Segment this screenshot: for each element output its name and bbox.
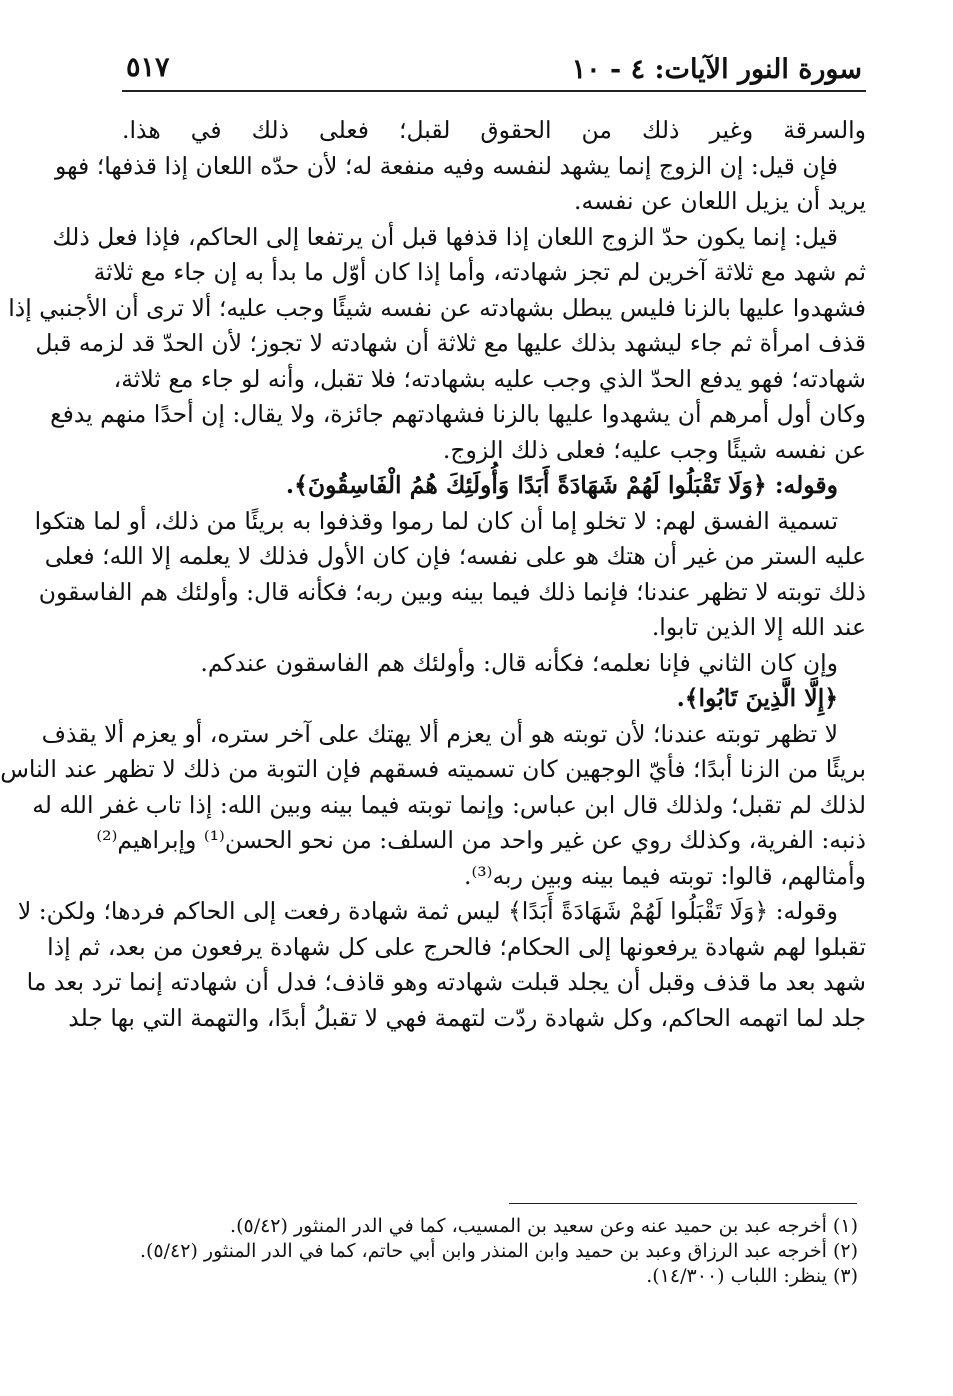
- page-number: ٥١٧: [126, 52, 170, 83]
- text-line: فشهدوا عليها بالزنا فليس يبطل بشهادته عن نفسه شيئًا وجب عليه؛ ألا ترى أن الأجنبي إذا: [8, 293, 866, 322]
- text-line: تسمية الفسق لهم: لا تخلو إما أن كان لما رموا وقذفوا به بريئًا من ذلك، أو لما هتكوا: [34, 506, 838, 535]
- footnote: (٢) أخرجه عبد الرزاق وعبد بن حميد وابن المنذر وابن أبي حاتم، كما في الدر المنثور (٥/٤٢).: [139, 1240, 858, 1262]
- text-line: عليه الستر من غير أن هتك هو على نفسه؛ فإن كان الأول فذلك لا يعلمه إلا الله؛ فعلى: [44, 542, 866, 570]
- quran-verse-line: ﴿إِلَّا الَّذِينَ تَابُوا﴾.: [676, 684, 838, 712]
- text-line: وإن كان الثاني فإنا نعلمه؛ فكأنه قال: وأولئك هم الفاسقون عندكم.: [200, 648, 838, 677]
- text-line: تقبلوا لهم شهادة يرفعونها إلى الحكام؛ فالحرج على كل شهادة يرفعون من بعد، ثم إذا: [47, 932, 866, 961]
- text-line: شهد بعد ما قذف وقبل أن يجلد قبلت شهادته وهو قاذف؛ فدل أن شهادته إنما ترد بعد ما: [26, 968, 866, 996]
- footnotes: [122, 1214, 858, 1289]
- text-line: وأمثالهم، قالوا: توبته فيما بينه وبين ربه⁽³⁾.: [464, 861, 866, 890]
- text-line: عن نفسه شيئًا وجب عليه؛ فعلى ذلك الزوج.: [442, 435, 866, 464]
- surah-verses-title: سورة النور الآيات: ٤ - ١٠: [571, 54, 862, 85]
- footnote: (٣) ينظر: اللباب (١٤/٣٠٠).: [646, 1265, 858, 1287]
- text-line: قيل: إنما يكون حدّ الزوج اللعان إذا قذفها قبل أن يرتفعا إلى الحاكم، فإذا فعل ذلك: [52, 222, 838, 251]
- text-line: قذف امرأة ثم جاء ليشهد بذلك عليها مع ثلاثة أن شهادته لا تجوز؛ لأن الحدّ قد لزمه قبل: [35, 329, 866, 357]
- text-line: شهادته؛ فهو يدفع الحدّ الذي وجب عليه بشهادته؛ فلا تقبل، وأنه لو جاء مع ثلاثة،: [113, 364, 866, 393]
- main-text: [0, 113, 866, 1036]
- text-line: لذلك لم تقبل؛ ولذلك قال ابن عباس: وإنما توبته فيما بينه وبين الله: إذا تاب غفر الله له: [32, 790, 866, 819]
- text-line: جلد لما اتهمه الحاكم، وكل شهادة ردّت لتهمة فهي لا تقبلُ أبدًا، والتهمة التي بها جلد: [68, 1003, 866, 1032]
- text-line: لا تظهر توبته عندنا؛ لأن توبته هو أن يعزم ألا يهتك على آخر ستره، أو يعزم ألا يقذف: [41, 719, 838, 748]
- quran-verse-line: وقوله: ﴿وَلَا تَقْبَلُوا لَهُمْ شَهَادَةً أَبَدًا وَأُولَئِكَ هُمُ الْفَاسِقُونَ﴾.: [285, 471, 838, 499]
- text-line: فإن قيل: إن الزوج إنما يشهد لنفسه وفيه منفعة له؛ لأن حدّه اللعان إذا قذفها؛ فهو: [55, 151, 838, 180]
- text-line: ذنبه: الفرية، وكذلك روي عن غير واحد من السلف: من نحو الحسن⁽¹⁾ وإبراهيم⁽²⁾: [96, 826, 866, 854]
- text-line: يريد أن يزيل اللعان عن نفسه.: [574, 187, 866, 215]
- text-line: وكان أول أمرهم أن يشهدوا عليها بالزنا فشهادتهم جائزة، ولا يقال: إن أحدًا منهم يدفع: [50, 400, 866, 428]
- text-line: بريئًا من الزنا أبدًا؛ فأيّ الوجهين كان تسميته فسقهم فإن التوبة من ذلك لا تظهر عند الناس: [0, 755, 866, 783]
- footnote: (١) أخرجه عبد بن حميد عنه وعن سعيد بن المسيب، كما في الدر المنثور (٥/٤٢).: [230, 1215, 858, 1237]
- text-line: وقوله: ﴿وَلَا تَقْبَلُوا لَهُمْ شَهَادَةً أَبَدًا﴾ ليس ثمة شهادة رفعت إلى الحاكم فردها؛ ولكن: لا: [17, 897, 838, 925]
- text-line: ثم شهد مع ثلاثة آخرين لم تجز شهادته، وأما إذا كان أوّل ما بدأ به إن جاء مع ثلاثة: [93, 258, 866, 286]
- text-line: عند الله إلا الذين تابوا.: [651, 613, 866, 641]
- text-line: والسرقة وغير ذلك من الحقوق لقبل؛ فعلى ذلك في هذا.: [122, 116, 866, 144]
- text-line: ذلك توبته لا تظهر عندنا؛ فإنما ذلك فيما بينه وبين ربه؛ فكأنه قال: وأولئك هم الفاسقون: [38, 577, 866, 606]
- footnote-divider: [509, 1203, 857, 1204]
- running-header: [122, 46, 866, 92]
